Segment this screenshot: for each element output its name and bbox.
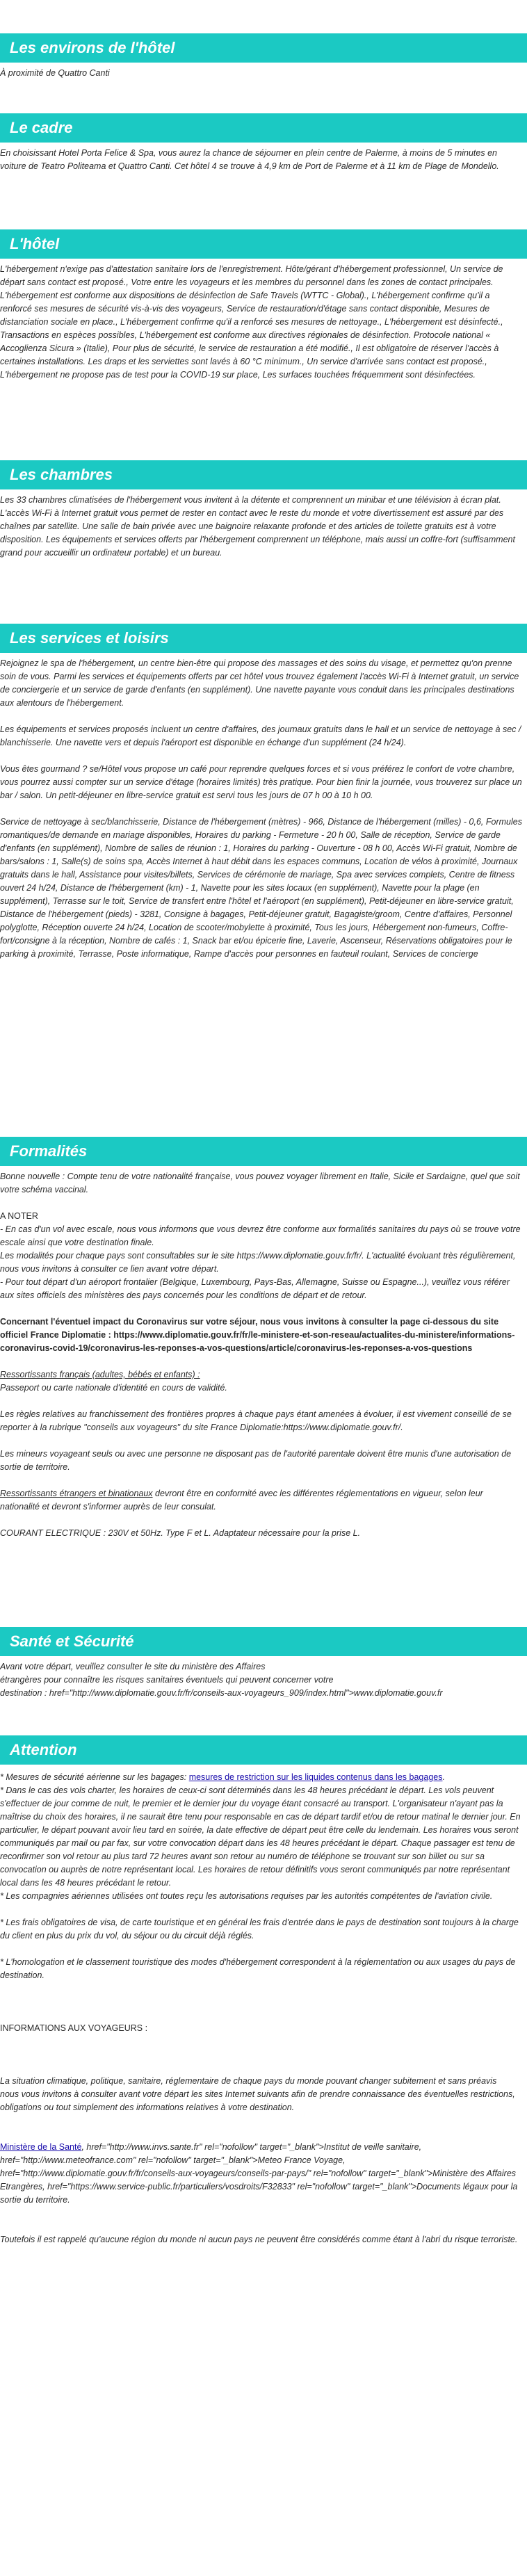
chambres-text	[0, 494, 523, 560]
homologation-text: * L'homologation et le classement touristique des modes d'hébergement correspondent à la réglementation ou aux usages du pays de destination.	[0, 1957, 516, 1980]
attention-text	[0, 1771, 523, 2246]
section-title-environs: Les environs de l'hôtel	[0, 33, 527, 63]
etrangers-text	[0, 1487, 523, 1514]
covid-notice: Concernant l'éventuel impact du Coronavirus sur votre séjour, nous vous invitons à consulter la page ci-dessous du site officiel France Diplomatie : https://www.diplomatie.gouv.fr/fr/le-ministere-et-son-reseau/actualites-du-ministere/informations-coronavirus-covid-19/coronavirus-les-reponses-a-vos-questions/article/coronavirus-les-reponses-a-vos-questions	[0, 1317, 515, 1353]
section-title-services: Les services et loisirs	[0, 624, 527, 653]
ressortissants-heading: Ressortissants français (adultes, bébés et enfants) :	[0, 1370, 200, 1379]
etrangers-rest: devront être en conformité avec les différentes réglementations en vigueur, selon leur nationalité et devront s'informer auprès de leur consulat.	[0, 1489, 483, 1512]
formalites-text	[0, 1170, 523, 1540]
ministere-rest: , href="http://www.invs.sante.fr" rel="nofollow" target="_blank">Institut de veille sanitaire, href="http://www.meteofrance.com" rel="nofollow" target="_blank">Meteo France Voyage, href="http://www.diplomatie.gouv.fr/fr/conseils-aux-voyageurs/conseils-par-pays/" rel="nofollow" target="_blank">Ministère des Affaires Etrangères, href="https://www.service-public.fr/particuliers/vosdroits/F32833" rel="nofollow" target="_blank">Documents légaux pour la sortie du territoire.	[0, 2142, 518, 2205]
liquides-restriction-link[interactable]: mesures de restriction sur les liquides contenus dans les bagages	[188, 1772, 443, 1782]
section-title-hotel: L'hôtel	[0, 229, 527, 259]
section-title-formalites: Formalités	[0, 1137, 527, 1166]
toutefois-text: Toutefois il est rappelé qu'aucune région du monde ni aucun pays ne peuvent être considérés comme étant à l'abri du risque terroriste.	[0, 2235, 518, 2244]
note-heading: A NOTER	[0, 1211, 38, 1221]
cadre-text	[0, 147, 523, 173]
formalites-intro: Bonne nouvelle : Compte tenu de votre nationalité française, vous pouvez voyager librement en Italie, Sicile et Sardaigne, quel que soit votre schéma vaccinal.	[0, 1172, 520, 1194]
mineurs-text: Les mineurs voyageant seuls ou avec une personne ne disposant pas de l'autorité parentale doivent être munis d'une autorisation de sortie de territoire.	[0, 1449, 512, 1472]
note-text: - En cas d'un vol avec escale, nous vous informons que vous devrez être conforme aux formalités sanitaires du pays où se trouve votre escale ainsi que votre destination finale. Les modalités pour chaque pays sont consultables sur le site https://www.diplomatie.gouv.fr/fr/. L'actualité évoluant très régulièrement, nous vous invitons à consulter ce lien avant votre départ. - Pour tout départ d'un aéroport frontalier (Belgique, Luxembourg, Pays-Bas, Allemagne, Suisse ou Espagne...), veuillez vous référer aux sites officiels des ministères des pays concernés pour les conditions de départ et de retour.	[0, 1224, 521, 1300]
charters-text: * Dans le cas des vols charter, les horaires de ceux-ci sont déterminés dans les 48 heures précédant le départ. Les vols peuvent s'effectuer de jour comme de nuit, le premier et le dernier jour du voyage étant consacré au transport. L'organisateur n'ayant pas la maîtrise du choix des horaires, il ne saurait être tenu pour responsable en cas de départ tardif et/ou de retour matinal le dernier jour. En particulier, le départ pouvant avoir lieu tard en soirée, la date effective de départ peut être celle du lendemain. Les horaires vous seront communiqués par mail ou par fax, sur votre convocation départ dans les 48 heures précédant le départ. Chaque passager est tenu de reconfirmer son vol retour au plus tard 72 heures avant son retour au numéro de téléphone se trouvant sur son billet ou sur sa convocation ou auprès de notre représentant local. Les horaires de retour définitifs vous seront communiqués par notre représentant local dans les 48 heures précédant le retour.	[0, 1785, 521, 1888]
services-paragraph-3: Vous êtes gourmand ? se/Hôtel vous propose un café pour reprendre quelques forces et si vous préférez le confort de votre chambre, vous pourrez aussi compter sur un service d'étage (horaires limités) très pratique. Pour bien finir la journée, vous trouverez sur place un bar / salon. Un petit-déjeuner en libre-service gratuit est servi tous les jours de 07 h 00 à 10 h 00.	[0, 764, 522, 800]
hotel-paragraph: L'hébergement n'exige pas d'attestation sanitaire lors de l'enregistrement. Hôte/gérant d'hébergement professionnel, Un service de départ sans contact est proposé., Votre entre les voyageurs et les membres du personnel dans les zones de contact principales. L'hébergement est conforme aux dispositions de désinfection de Safe Travels (WTTC - Global)., L'hébergement confirme qu'il a renforcé ses mesures de sécurité vis-à-vis des voyageurs, Service de restauration/d'étage sans contact disponible, Mesures de distanciation sociale en place., L'hébergement confirme qu'il a renforcé ses mesures de nettoyage., L'hébergement est désinfecté., Transactions en espèces possibles, L'hébergement est conforme aux directives régionales de désinfection. Protocole national « Accoglienza Sicura » (Italie), Pour plus de sécurité, le service de restauration a été modifié., Il est obligatoire de réserver l'accès à certaines installations. Les draps et les serviettes sont lavés à 60 °C minimum., Un service d'arrivée sans contact est proposé., L'hébergement ne propose pas de test pour la COVID-19 sur place, Les surfaces touchées fréquemment sont désinfectées.	[0, 264, 503, 380]
section-title-cadre: Le cadre	[0, 113, 527, 143]
environs-text	[0, 67, 523, 80]
etrangers-lead: Ressortissants étrangers et binationaux	[0, 1489, 153, 1498]
ministere-sante-link[interactable]: Ministère de la Santé	[0, 2142, 82, 2152]
mesures-text	[0, 1771, 523, 1784]
sante-text	[0, 1660, 523, 1700]
frais-text: * Les frais obligatoires de visa, de carte touristique et en général les frais d'entrée dans le pays de destination sont toujours à la charge du client en plus du prix du vol, du séjour ou du circuit déjà réglés.	[0, 1918, 519, 1941]
environs-paragraph: À proximité de Quattro Canti	[0, 68, 110, 78]
ministere-text	[0, 2141, 523, 2207]
infos-heading: INFORMATIONS AUX VOYAGEURS :	[0, 2023, 148, 2033]
services-paragraph-4: Service de nettoyage à sec/blanchisserie, Distance de l'hébergement (mètres) - 966, Distance de l'hébergement (milles) - 0,6, Formules romantiques/de demande en mariage disponibles, Horaires du parking - Fermeture - 20 h 00, Salle de réception, Service de garde d'enfants (en supplément), Nombre de salles de réunion : 1, Horaires du parking - Ouverture - 08 h 00, Accès Wi-Fi gratuit, Nombre de bars/salons : 1, Salle(s) de soins spa, Accès Internet à haut débit dans les espaces communs, Location de vélos à proximité, Journaux gratuits dans le hall, Assistance pour visites/billets, Services de cérémonie de mariage, Spa avec services complets, Centre de fitness ouvert 24 h/24, Distance de l'hébergement (km) - 1, Navette pour les sites locaux (en supplément), Navette pour la plage (en supplément), Terrasse sur le toit, Service de transfert entre l'hôtel et l'aéroport (en supplément), Petit-déjeuner en libre-service gratuit, Distance de l'hébergement (pieds) - 3281, Consigne à bagages, Petit-déjeuner gratuit, Bagagiste/groom, Centre d'affaires, Personnel polyglotte, Réception ouverte 24 h/24, Location de scooter/mobylette à proximité, Tous les jours, Hébergement non-fumeurs, Coffre-fort/consigne à la réception, Nombre de cafés : 1, Snack bar et/ou épicerie fine, Laverie, Ascenseur, Réservations obligatoires pour le parking à proximité, Terrasse, Poste informatique, Rampe d'accès pour personnes en fauteuil roulant, Services de concierge	[0, 817, 522, 959]
services-paragraph-1: Rejoignez le spa de l'hébergement, un centre bien-être qui propose des massages et des soins du visage, et permettez qu'on prenne soin de vous. Parmi les services et équipements offerts par cet hôtel vous trouvez également l'accès Wi-Fi à Internet gratuit, un service de conciergerie et un service de garde d'enfants (en supplément). Une navette payante vous conduit dans les principales destinations aux alentours de l'hébergement.	[0, 658, 519, 708]
services-paragraph-2: Les équipements et services proposés incluent un centre d'affaires, des journaux gratuits dans le hall et un service de nettoyage à sec / blanchisserie. Une navette vers et depuis l'aéroport est disponible en échange d'un supplément (24 h/24).	[0, 724, 521, 747]
regles-text: Les règles relatives au franchissement des frontières propres à chaque pays étant amenées à évoluer, il est vivement conseillé de se reporter à la rubrique "conseils aux voyageurs" du site France Diplomatie:https://www.diplomatie.gouv.fr/.	[0, 1409, 512, 1432]
compagnies-text: * Les compagnies aériennes utilisées ont toutes reçu les autorisations requises par les autorités compétentes de l'aviation civile.	[0, 1891, 493, 1901]
courant-text: COURANT ELECTRIQUE : 230V et 50Hz. Type F et L. Adaptateur nécessaire pour la prise L.	[0, 1528, 361, 1538]
chambres-paragraph: Les 33 chambres climatisées de l'hébergement vous invitent à la détente et comprennent un minibar et une télévision à écran plat. L'accès Wi-Fi à Internet gratuit vous permet de rester en contact avec le reste du monde et votre divertissement est assuré par des chaînes par satellite. Une salle de bain privée avec une baignoire relaxante profonde et des articles de toilette gratuits est à votre disposition. Les équipements et services offerts par l'hébergement comprennent un téléphone, mais aussi un coffre-fort (suffisamment grand pour accueillir un ordinateur portable) et un bureau.	[0, 495, 515, 558]
situation-text: La situation climatique, politique, sanitaire, réglementaire de chaque pays du monde pouvant changer subitement et sans préavis nous vous invitons à consulter avant votre départ les sites Internet suivants afin de prendre connaissance des éventuelles restrictions, obligations ou tout simplement des informations relatives à votre destination.	[0, 2076, 515, 2112]
mesures-tail: .	[442, 1772, 445, 1782]
mesures-lead: * Mesures de sécurité aérienne sur les bagages:	[0, 1772, 189, 1782]
section-title-chambres: Les chambres	[0, 460, 527, 489]
section-title-sante: Santé et Sécurité	[0, 1627, 527, 1656]
services-text	[0, 657, 523, 961]
section-title-attention: Attention	[0, 1735, 527, 1765]
cadre-paragraph: En choisissant Hotel Porta Felice & Spa, vous aurez la chance de séjourner en plein centre de Palerme, à moins de 5 minutes en voiture de Teatro Politeama et Quattro Canti. Cet hôtel 4 se trouve à 4,9 km de Port de Palerme et à 11 km de Plage de Mondello.	[0, 148, 499, 171]
sante-paragraph: Avant votre départ, veuillez consulter le site du ministère des Affaires étrangères pour connaître les risques sanitaires éventuels qui peuvent concerner votre destination : href="http://www.diplomatie.gouv.fr/fr/conseils-aux-voyageurs_909/index.html">www.diplomatie.gouv.fr	[0, 1662, 443, 1698]
hotel-text	[0, 263, 523, 382]
ressortissants-text: Passeport ou carte nationale d'identité en cours de validité.	[0, 1383, 227, 1393]
